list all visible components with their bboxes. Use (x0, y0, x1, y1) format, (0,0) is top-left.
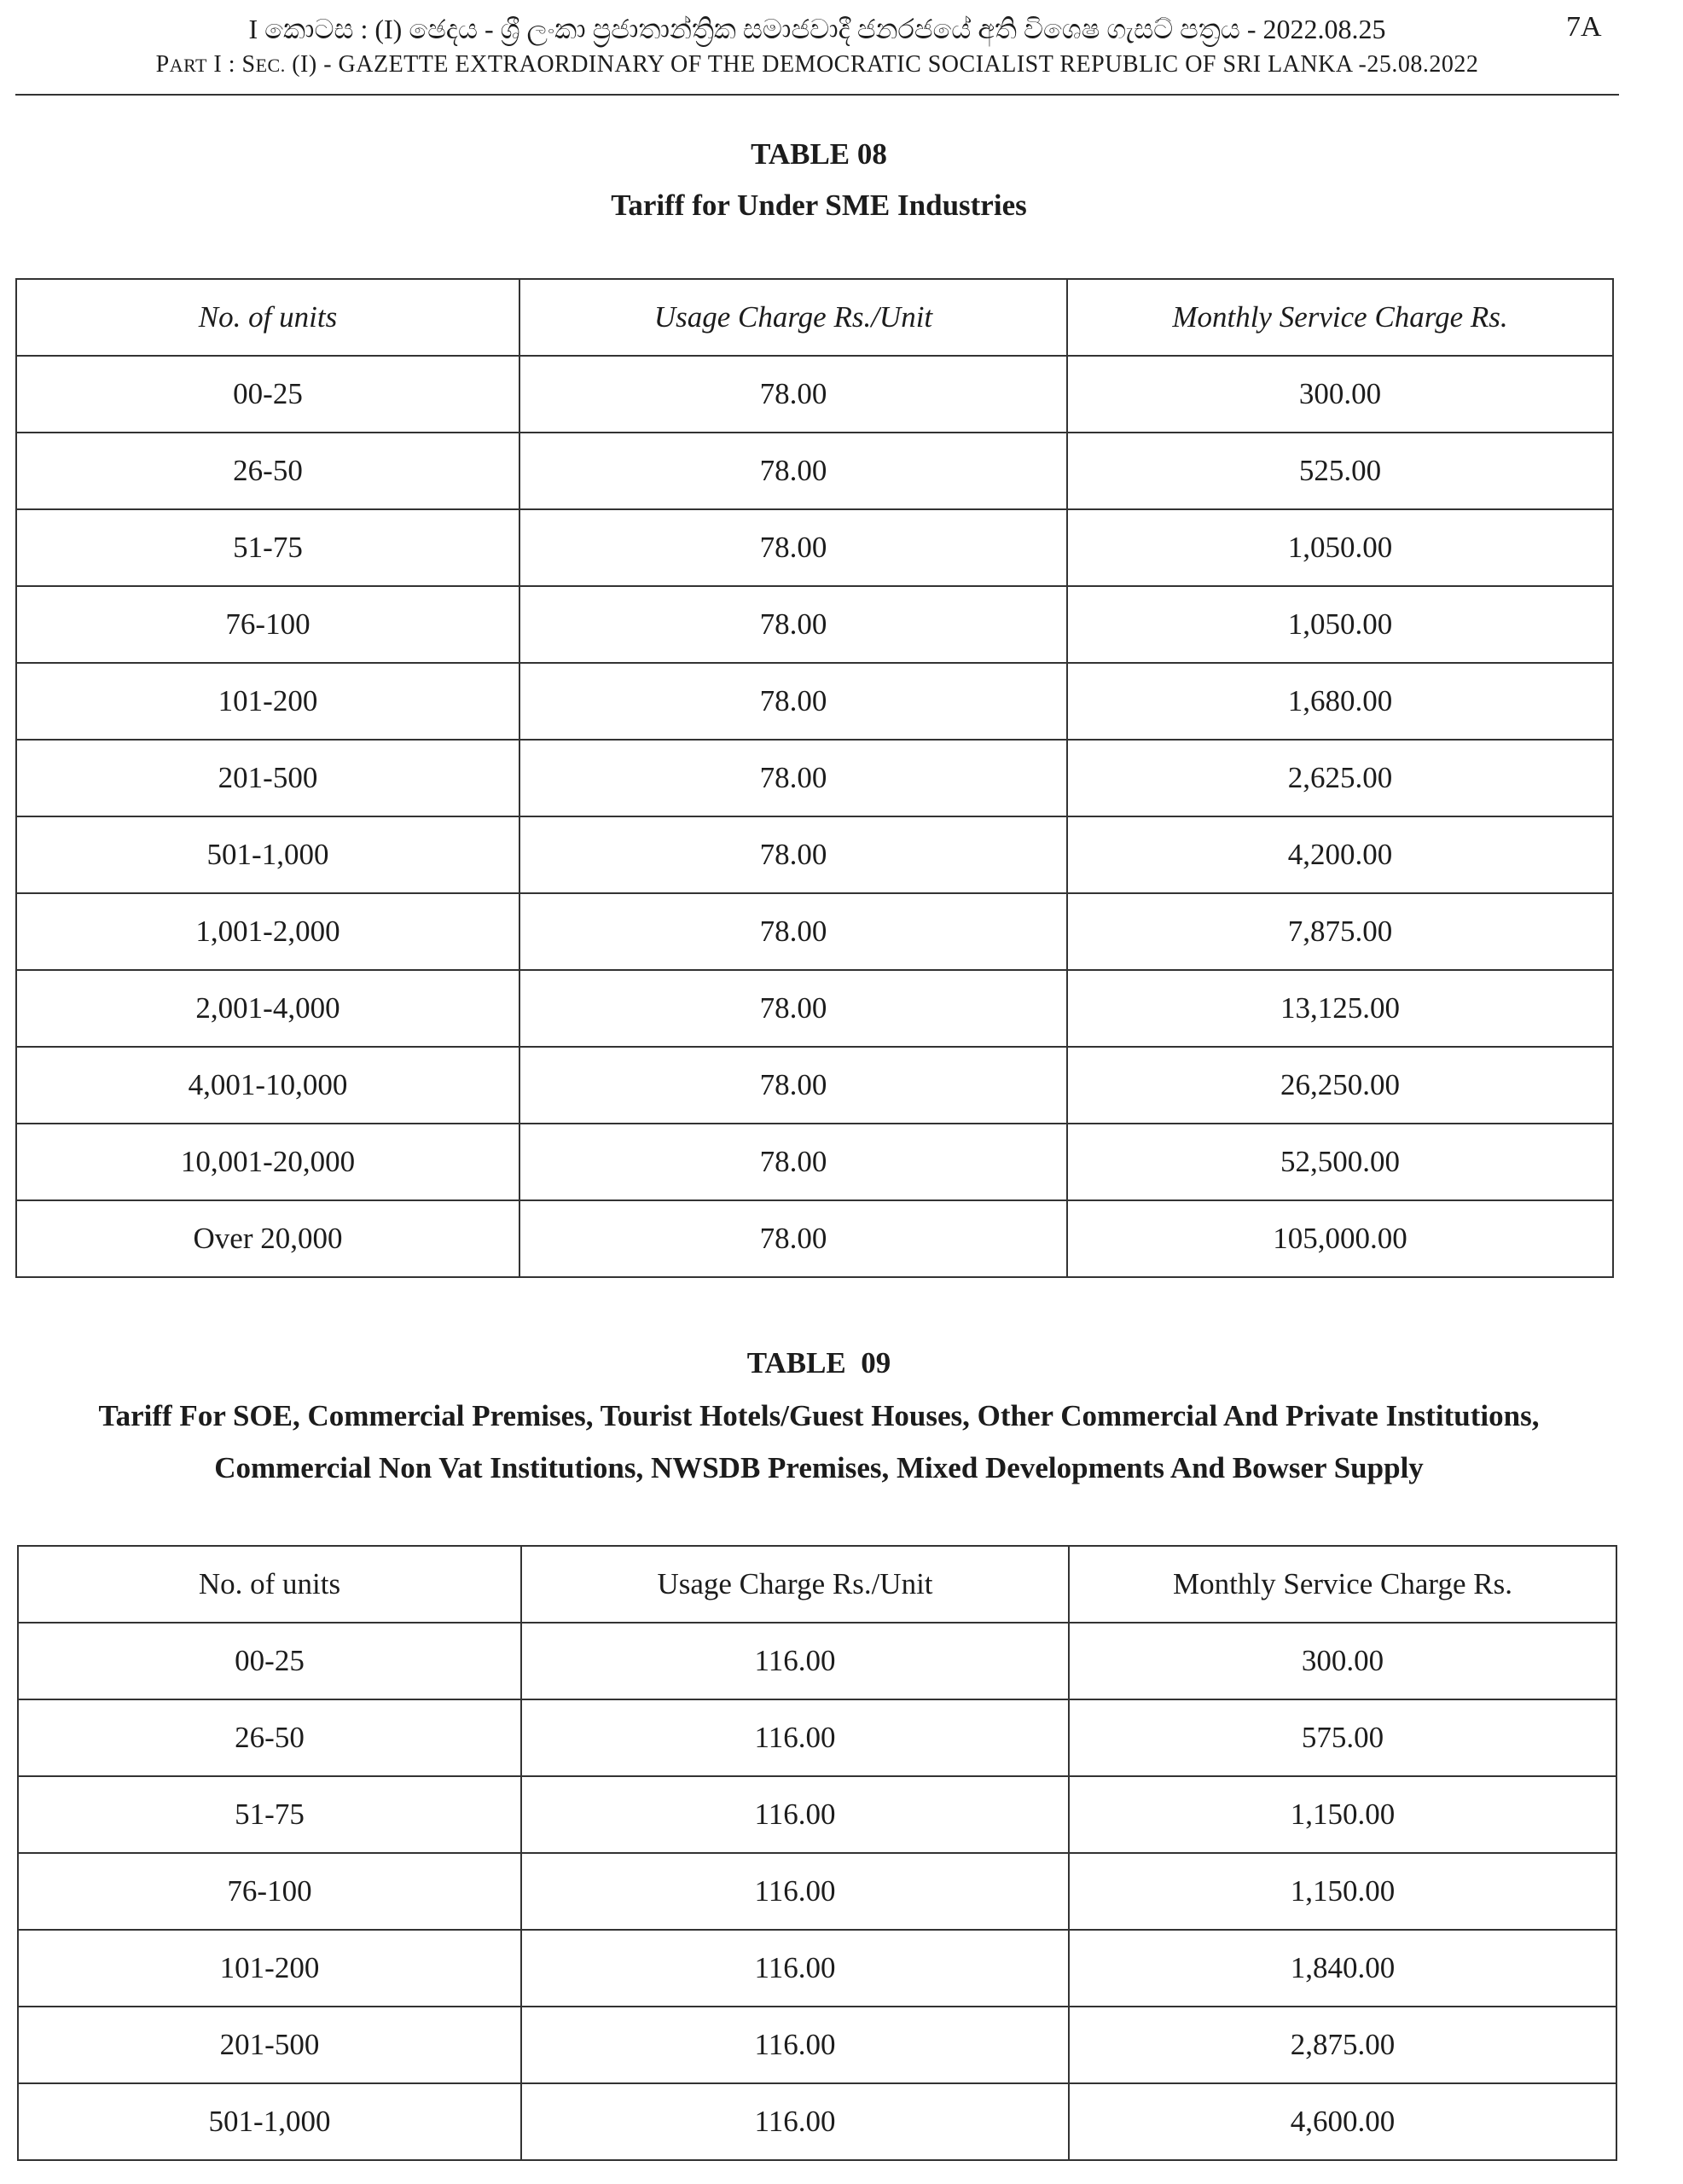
service-charge-cell: 1,680.00 (1067, 663, 1613, 740)
units-cell: 501-1,000 (16, 816, 519, 893)
table-row (18, 1853, 1616, 1930)
service-charge-cell: 575.00 (1069, 1699, 1616, 1776)
column-header-service-charge: Monthly Service Charge Rs. (1067, 279, 1613, 356)
table-row (16, 816, 1613, 893)
table-08-heading: TABLE 08 (751, 137, 887, 171)
service-charge-cell: 1,150.00 (1069, 1776, 1616, 1853)
units-cell: 10,001-20,000 (16, 1124, 519, 1200)
usage-charge-cell: 116.00 (521, 1853, 1069, 1930)
table-row (16, 893, 1613, 970)
gazette-title-date: (I) - GAZETTE EXTRAORDINARY OF THE DEMOCRATIC SOCIALIST REPUBLIC OF SRI LANKA -25.08.2022 (285, 51, 1479, 78)
units-cell: 00-25 (18, 1623, 521, 1699)
table-row (16, 663, 1613, 740)
table-row (16, 509, 1613, 586)
table-row (16, 1047, 1613, 1124)
units-cell: 101-200 (16, 663, 519, 740)
usage-charge-cell: 78.00 (519, 740, 1067, 816)
usage-charge-cell: 78.00 (519, 509, 1067, 586)
service-charge-cell: 300.00 (1069, 1623, 1616, 1699)
table-row (16, 586, 1613, 663)
table-08-header-row (16, 279, 1613, 356)
service-charge-cell: 4,600.00 (1069, 2083, 1616, 2160)
units-cell: 51-75 (16, 509, 519, 586)
table-08-subheading: Tariff for Under SME Industries (611, 189, 1027, 222)
usage-charge-cell: 78.00 (519, 970, 1067, 1047)
units-cell: 26-50 (18, 1699, 521, 1776)
units-cell: 101-200 (18, 1930, 521, 2007)
usage-charge-cell: 78.00 (519, 356, 1067, 433)
usage-charge-cell: 78.00 (519, 1200, 1067, 1277)
table-row (16, 1124, 1613, 1200)
service-charge-cell: 13,125.00 (1067, 970, 1613, 1047)
units-cell: 2,001-4,000 (16, 970, 519, 1047)
column-header-units: No. of units (16, 279, 519, 356)
table-row (18, 1623, 1616, 1699)
column-header-usage-charge: Usage Charge Rs./Unit (521, 1546, 1069, 1623)
table-09-heading: TABLE 09 (746, 1346, 891, 1380)
usage-charge-cell: 78.00 (519, 663, 1067, 740)
column-header-units: No. of units (18, 1546, 521, 1623)
usage-charge-cell: 116.00 (521, 1623, 1069, 1699)
units-cell: 00-25 (16, 356, 519, 433)
service-charge-cell: 2,625.00 (1067, 740, 1613, 816)
part-smallcaps: ART (169, 55, 207, 76)
usage-charge-cell: 116.00 (521, 1930, 1069, 2007)
usage-charge-cell: 78.00 (519, 586, 1067, 663)
usage-charge-cell: 116.00 (521, 1699, 1069, 1776)
page-number: 7A (1566, 11, 1602, 43)
units-cell: 26-50 (16, 433, 519, 509)
sec-smallcaps: EC. (255, 55, 286, 76)
service-charge-cell: 52,500.00 (1067, 1124, 1613, 1200)
table-row (16, 433, 1613, 509)
table-09-header-row (18, 1546, 1616, 1623)
table-row (18, 1699, 1616, 1776)
units-cell: 501-1,000 (18, 2083, 521, 2160)
service-charge-cell: 1,050.00 (1067, 586, 1613, 663)
service-charge-cell: 4,200.00 (1067, 816, 1613, 893)
usage-charge-cell: 78.00 (519, 816, 1067, 893)
usage-charge-cell: 116.00 (521, 2007, 1069, 2083)
units-cell: 4,001-10,000 (16, 1047, 519, 1124)
usage-charge-cell: 116.00 (521, 2083, 1069, 2160)
usage-charge-cell: 78.00 (519, 1124, 1067, 1200)
table-row (16, 356, 1613, 433)
table-row (18, 2083, 1616, 2160)
usage-charge-cell: 78.00 (519, 1047, 1067, 1124)
units-cell: 201-500 (18, 2007, 521, 2083)
service-charge-cell: 26,250.00 (1067, 1047, 1613, 1124)
part-initial: P (155, 51, 170, 78)
usage-charge-cell: 78.00 (519, 433, 1067, 509)
service-charge-cell: 1,150.00 (1069, 1853, 1616, 1930)
table-row (16, 740, 1613, 816)
service-charge-cell: 525.00 (1067, 433, 1613, 509)
column-header-service-charge: Monthly Service Charge Rs. (1069, 1546, 1616, 1623)
units-cell: 76-100 (18, 1853, 521, 1930)
table-row (18, 1776, 1616, 1853)
table-09-subheading-line-1: Tariff For SOE, Commercial Premises, Tourist Hotels/Guest Houses, Other Commercial And Private Institutions, (98, 1399, 1540, 1432)
table-row (16, 970, 1613, 1047)
gazette-page-header (15, 0, 1619, 96)
table-row (18, 1930, 1616, 2007)
table-row (18, 2007, 1616, 2083)
sec-initial: S (241, 51, 256, 78)
service-charge-cell: 2,875.00 (1069, 2007, 1616, 2083)
table-row (16, 1200, 1613, 1277)
part-number: I : (206, 51, 242, 78)
english-header-line (15, 49, 1619, 81)
units-cell: Over 20,000 (16, 1200, 519, 1277)
units-cell: 201-500 (16, 740, 519, 816)
units-cell: 1,001-2,000 (16, 893, 519, 970)
service-charge-cell: 300.00 (1067, 356, 1613, 433)
service-charge-cell: 1,050.00 (1067, 509, 1613, 586)
table-08 (15, 278, 1614, 1278)
units-cell: 51-75 (18, 1776, 521, 1853)
units-cell: 76-100 (16, 586, 519, 663)
service-charge-cell: 1,840.00 (1069, 1930, 1616, 2007)
table-09-subheading-line-2: Commercial Non Vat Institutions, NWSDB Premises, Mixed Developments And Bowser Supply (214, 1451, 1424, 1484)
service-charge-cell: 7,875.00 (1067, 893, 1613, 970)
service-charge-cell: 105,000.00 (1067, 1200, 1613, 1277)
column-header-usage-charge: Usage Charge Rs./Unit (519, 279, 1067, 356)
usage-charge-cell: 116.00 (521, 1776, 1069, 1853)
table-09 (17, 1545, 1617, 2161)
sinhala-header-line: I කොටස : (I) ඡෙදය - ශ්‍රී ලංකා ප්‍රජාතාන්ත්‍රික සමාජවාදී ජනරජයේ අති විශෙෂ ගැසට් පත්‍රය - 2022.08.25 (248, 14, 1386, 44)
usage-charge-cell: 78.00 (519, 893, 1067, 970)
